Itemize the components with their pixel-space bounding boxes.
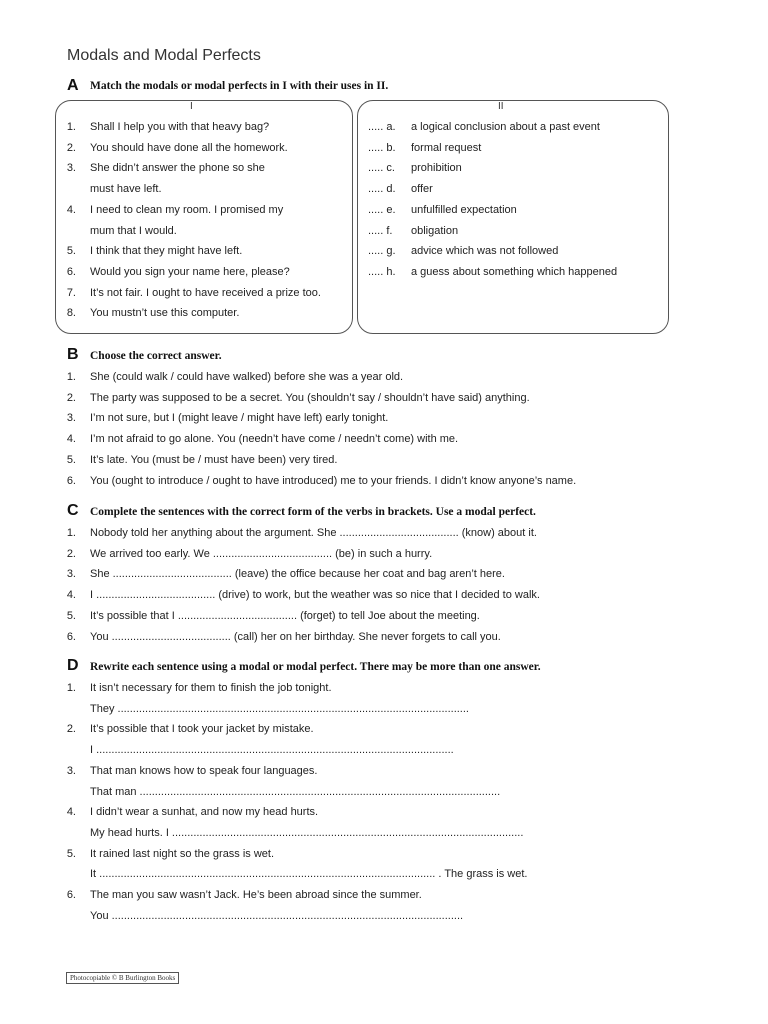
column-ii-heading: II (498, 101, 504, 112)
question-text: The man you saw wasn’t Jack. He’s been abroad since the summer. (90, 889, 422, 901)
column-i-heading: I (190, 101, 193, 112)
item-number: 6. (66, 630, 76, 643)
item-number: 3. (66, 764, 76, 777)
item-number: 5. (66, 453, 76, 466)
item-number: 1. (66, 371, 76, 383)
item-number: 2. (66, 391, 76, 404)
item-number: 4. (66, 203, 76, 216)
question-text: It’s late. You (must be / must have been) very tired. (90, 453, 338, 466)
item-number: 4. (66, 806, 76, 819)
answer-blank: ..... h. (368, 265, 396, 278)
match-item-text: You should have done all the homework. (90, 141, 288, 154)
item-number: 3. (66, 412, 76, 425)
item-number: 5. (66, 847, 76, 860)
page-title: Modals and Modal Perfects (67, 47, 261, 64)
match-item-text: You mustn’t use this computer. (90, 307, 240, 320)
item-number: 7. (66, 286, 76, 299)
item-number: 5. (66, 245, 76, 258)
section-d-instruction: Rewrite each sentence using a modal or modal perfect. There may be more than one answer. (90, 661, 541, 673)
answer-blank: ..... a. (368, 121, 396, 133)
section-c-instruction: Complete the sentences with the correct form of the verbs in brackets. Use a modal perfect. (90, 506, 536, 518)
answer-blank: ..... e. (368, 203, 396, 216)
match-item-text: It’s not fair. I ought to have received a prize too. (90, 286, 321, 299)
answer-line: They ................................................................................................................... (90, 702, 469, 715)
item-number: 6. (66, 474, 76, 487)
column-i-box (55, 100, 353, 334)
answer-blank: ..... g. (368, 245, 396, 258)
item-number: 6. (66, 889, 76, 901)
match-item-text: mum that I would. (90, 224, 177, 237)
section-b-instruction: Choose the correct answer. (90, 350, 222, 362)
question-text: She ....................................... (leave) the office because her coat and bag aren’t here. (90, 568, 505, 581)
question-text: She (could walk / could have walked) before she was a year old. (90, 371, 404, 383)
column-ii-box (357, 100, 669, 334)
answer-blank: ..... c. (368, 162, 395, 175)
match-item-text: must have left. (90, 183, 162, 196)
question-text: You ....................................... (call) her on her birthday. She never forgets to call you. (90, 630, 501, 643)
item-number: 2. (66, 547, 76, 560)
item-number: 4. (66, 589, 76, 602)
match-item-text: I need to clean my room. I promised my (90, 203, 284, 216)
question-text: It’s possible that I ....................................... (forget) to tell Joe about the meeting. (90, 609, 480, 622)
use-text: obligation (411, 224, 459, 237)
question-text: I’m not afraid to go alone. You (needn’t have come / needn’t come) with me. (90, 433, 459, 446)
item-number: 8. (66, 307, 76, 320)
match-item-text: Would you sign your name here, please? (90, 265, 290, 278)
use-text: offer (411, 183, 433, 196)
answer-line: My head hurts. I ................................................................................................................... (90, 826, 524, 839)
answer-blank: ..... f. (368, 224, 393, 237)
item-number: 1. (66, 121, 76, 133)
item-number: 4. (66, 433, 76, 446)
item-number: 3. (66, 162, 76, 175)
use-text: a logical conclusion about a past event (411, 121, 600, 133)
item-number: 5. (66, 609, 76, 622)
question-text: It isn’t necessary for them to finish the job tonight. (90, 682, 332, 694)
answer-line: You ................................................................................................................... (90, 909, 464, 922)
question-text: I ....................................... (drive) to work, but the weather was so nice that I decided to walk. (90, 589, 540, 602)
question-text: Nobody told her anything about the argument. She ....................................... (know) about it. (90, 527, 537, 539)
match-item-text: She didn’t answer the phone so she (90, 162, 265, 175)
item-number: 2. (66, 141, 76, 154)
question-text: We arrived too early. We ....................................... (be) in such a hurry. (90, 547, 433, 560)
section-a-letter: A (67, 77, 79, 94)
match-item-text: Shall I help you with that heavy bag? (90, 121, 270, 133)
item-number: 3. (66, 568, 76, 581)
question-text: I’m not sure, but I (might leave / might have left) early tonight. (90, 412, 389, 425)
section-a-instruction: Match the modals or modal perfects in I with their uses in II. (90, 80, 389, 92)
section-d-letter: D (67, 657, 79, 674)
answer-line: That man ...................................................................................................................... (90, 785, 501, 798)
use-text: unfulfilled expectation (411, 203, 517, 216)
section-c-letter: C (67, 502, 79, 519)
item-number: 1. (66, 682, 76, 694)
question-text: You (ought to introduce / ought to have introduced) me to your friends. I didn’t know anyone’s name. (90, 474, 577, 487)
use-text: a guess about something which happened (411, 265, 618, 278)
item-number: 1. (66, 527, 76, 539)
use-text: advice which was not followed (411, 245, 559, 258)
answer-line: I ..................................................................................................................... (90, 744, 454, 757)
section-b-letter: B (67, 346, 79, 363)
question-text: It rained last night so the grass is wet. (90, 847, 275, 860)
answer-line: It .............................................................................................................. . The grass is wet. (90, 868, 528, 881)
question-text: It’s possible that I took your jacket by mistake. (90, 723, 314, 736)
footer-copyright: Photocopiable © B Burlington Books (66, 972, 179, 984)
question-text: I didn’t wear a sunhat, and now my head hurts. (90, 806, 319, 819)
item-number: 2. (66, 723, 76, 736)
item-number: 6. (66, 265, 76, 278)
use-text: formal request (411, 141, 482, 154)
answer-blank: ..... d. (368, 183, 396, 196)
answer-blank: ..... b. (368, 141, 396, 154)
question-text: That man knows how to speak four languages. (90, 764, 318, 777)
match-item-text: I think that they might have left. (90, 245, 243, 258)
use-text: prohibition (411, 162, 462, 175)
question-text: The party was supposed to be a secret. You (shouldn’t say / shouldn’t have said) anything. (90, 391, 530, 404)
